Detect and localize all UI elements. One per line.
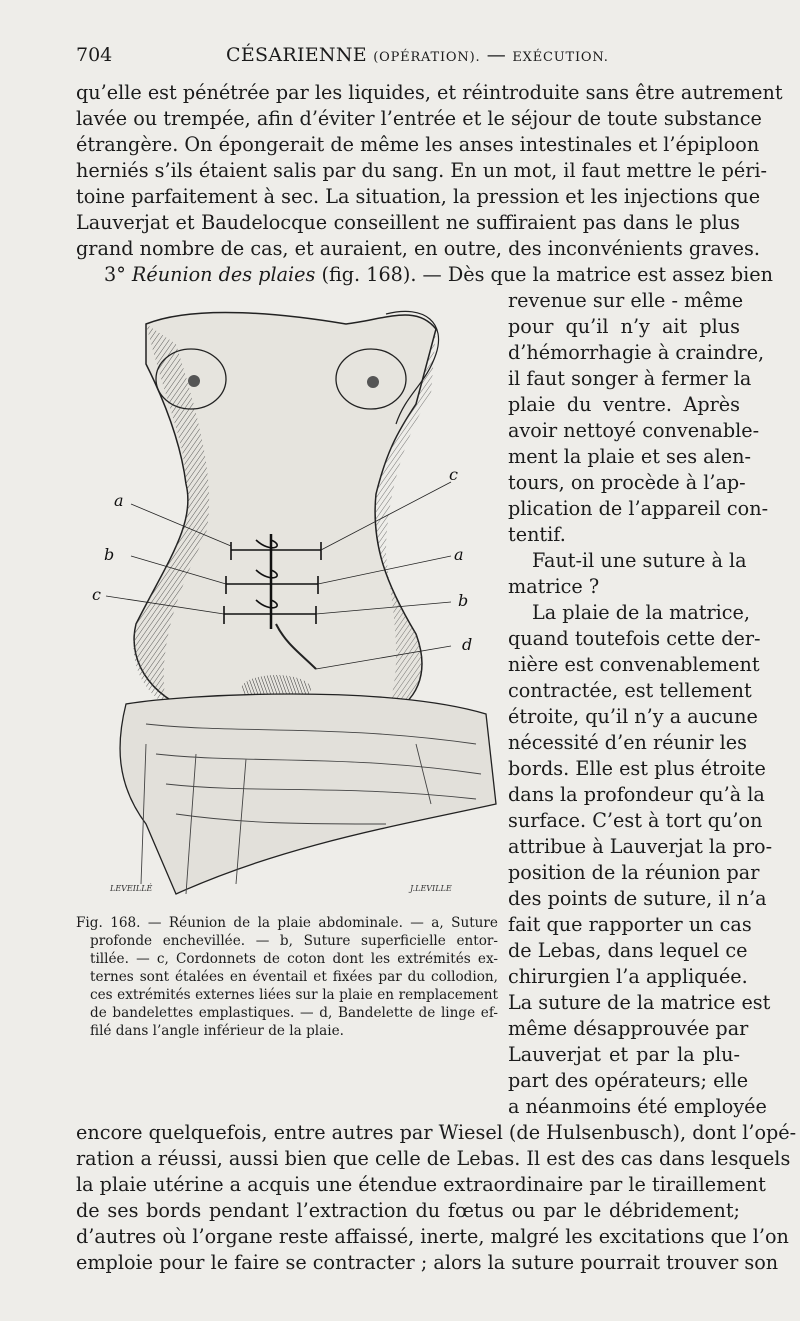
right-col-line: ment la plaie et ses alen- [508, 445, 751, 468]
fig-label-b-right: b [458, 591, 469, 610]
caption-line: profonde enchevillée. — b, Suture superficielle entor- [90, 933, 498, 949]
section-continuation: Dès que la matrice est assez bien [447, 263, 774, 286]
right-col-line: La plaie de la matrice, [532, 601, 750, 624]
right-col-line: plaie du ventre. Après [508, 393, 740, 416]
right-col-line: tentif. [508, 523, 566, 546]
drapery [120, 694, 496, 894]
right-col-line: quand toutefois cette der- [508, 627, 761, 650]
text-line: herniés s’ils étaient salis par du sang. En un mot, il faut mettre le péri- [76, 159, 768, 182]
text-line: de ses bords pendant l’extraction du fœtus ou par le débridement; [76, 1199, 740, 1222]
title-main: CÉSARIENNE [226, 44, 367, 66]
right-col-line: contractée, est tellement [508, 679, 752, 702]
right-col-line: Faut-il une suture à la [532, 549, 747, 572]
section-number: 3° [104, 263, 126, 286]
right-col-line: revenue sur elle - même [508, 289, 744, 312]
title-section: EXÉCUTION. [512, 50, 609, 65]
caption-line: de bandelettes emplastiques. — d, Bandelette de linge ef- [90, 1005, 498, 1021]
right-col-line: Lauverjat et par la plu- [508, 1043, 740, 1066]
right-col-line: surface. C’est à tort qu’on [508, 809, 763, 832]
text-line: la plaie utérine a acquis une étendue extraordinaire par le tiraillement [76, 1173, 766, 1196]
page-number: 704 [76, 44, 113, 66]
fig-label-c-left: c [92, 585, 101, 604]
fig-label-a-right: a [454, 545, 464, 564]
right-col-line: chirurgien l’a appliquée. [508, 965, 748, 988]
right-col-line: pour qu’il n’y ait plus [508, 315, 740, 338]
text-line: d’autres où l’organe reste affaissé, inerte, malgré les excitations que l’on [76, 1225, 789, 1248]
right-nipple [367, 376, 379, 388]
right-col-line: position de la réunion par [508, 861, 760, 884]
fig-label-a-left: a [114, 491, 124, 510]
right-col-line: des points de suture, il n’a [508, 887, 767, 910]
right-col-line: La suture de la matrice est [508, 991, 771, 1014]
right-col-line: de Lebas, dans lequel ce [508, 939, 748, 962]
section-title: Réunion des plaies [131, 263, 316, 286]
text-line: étrangère. On épongerait de même les anses intestinales et l’épiploon [76, 133, 760, 156]
right-col-line: avoir nettoyé convenable- [508, 419, 760, 442]
right-col-line: matrice ? [508, 575, 600, 598]
caption-line: ternes sont étalées en éventail et fixées par du collodion, [90, 969, 498, 985]
right-col-line: part des opérateurs; elle [508, 1069, 749, 1092]
running-title [226, 44, 609, 66]
caption-line: ces extrémités externes liées sur la plaie en remplacement [90, 987, 498, 1003]
text-line: emploie pour le faire se contracter ; alors la suture pourrait trouver son [76, 1251, 779, 1274]
section-ref: (fig. 168). — [321, 263, 442, 286]
caption-first: — Réunion de la plaie abdominale. — a, Suture [147, 915, 498, 931]
text-line: Lauverjat et Baudelocque conseillent ne suffiraient pas dans le plus [76, 211, 740, 234]
caption-line: tillée. — c, Cordonnets de coton dont les extrémités ex- [90, 951, 498, 967]
right-col-line: étroite, qu’il n’y a aucune [508, 705, 758, 728]
engraver-left: LEVEILLÉ [110, 884, 153, 893]
right-col-line: d’hémorrhagie à craindre, [508, 341, 765, 364]
fig-label-b-left: b [104, 545, 115, 564]
right-col-line: attribue à Lauverjat la pro- [508, 835, 773, 858]
fig-label-d: d [462, 635, 473, 654]
right-col-line: tours, on procède à l’ap- [508, 471, 746, 494]
text-line: qu’elle est pénétrée par les liquides, et réintroduite sans être autrement [76, 81, 783, 104]
text-line: lavée ou trempée, afin d’éviter l’entrée et le séjour de toute substance [76, 107, 762, 130]
right-col-line: a néanmoins été employée [508, 1095, 767, 1118]
right-col-line: même désapprouvée par [508, 1017, 749, 1040]
text-line: ration a réussi, aussi bien que celle de Lebas. Il est des cas dans lesquels [76, 1147, 791, 1170]
title-sep: — [486, 44, 507, 66]
caption-fig-label: Fig. 168. [76, 915, 141, 931]
caption-line [76, 914, 498, 932]
text-line: toine parfaitement à sec. La situation, la pression et les injections que [76, 185, 761, 208]
text-line: grand nombre de cas, et auraient, en outre, des inconvénients graves. [76, 237, 760, 260]
right-col-line: dans la profondeur qu’à la [508, 783, 765, 806]
running-header [76, 40, 740, 72]
caption-line: filé dans l’angle inférieur de la plaie. [90, 1023, 344, 1039]
title-small: (OPÉRATION). [373, 50, 481, 65]
engraver-right: J.LEVILLE [410, 884, 452, 893]
right-col-line: nécessité d’en réunir les [508, 731, 747, 754]
right-col-line: fait que rapporter un cas [508, 913, 752, 936]
right-col-line: plication de l’appareil con- [508, 497, 769, 520]
left-nipple [188, 375, 200, 387]
right-col-line: bords. Elle est plus étroite [508, 757, 766, 780]
text-line: encore quelquefois, entre autres par Wiesel (de Hulsenbusch), dont l’opé- [76, 1121, 797, 1144]
fig-label-c-right: c [449, 465, 458, 484]
right-col-line: nière est convenablement [508, 653, 760, 676]
figure-168-engraving [86, 284, 498, 900]
right-col-line: il faut songer à fermer la [508, 367, 752, 390]
